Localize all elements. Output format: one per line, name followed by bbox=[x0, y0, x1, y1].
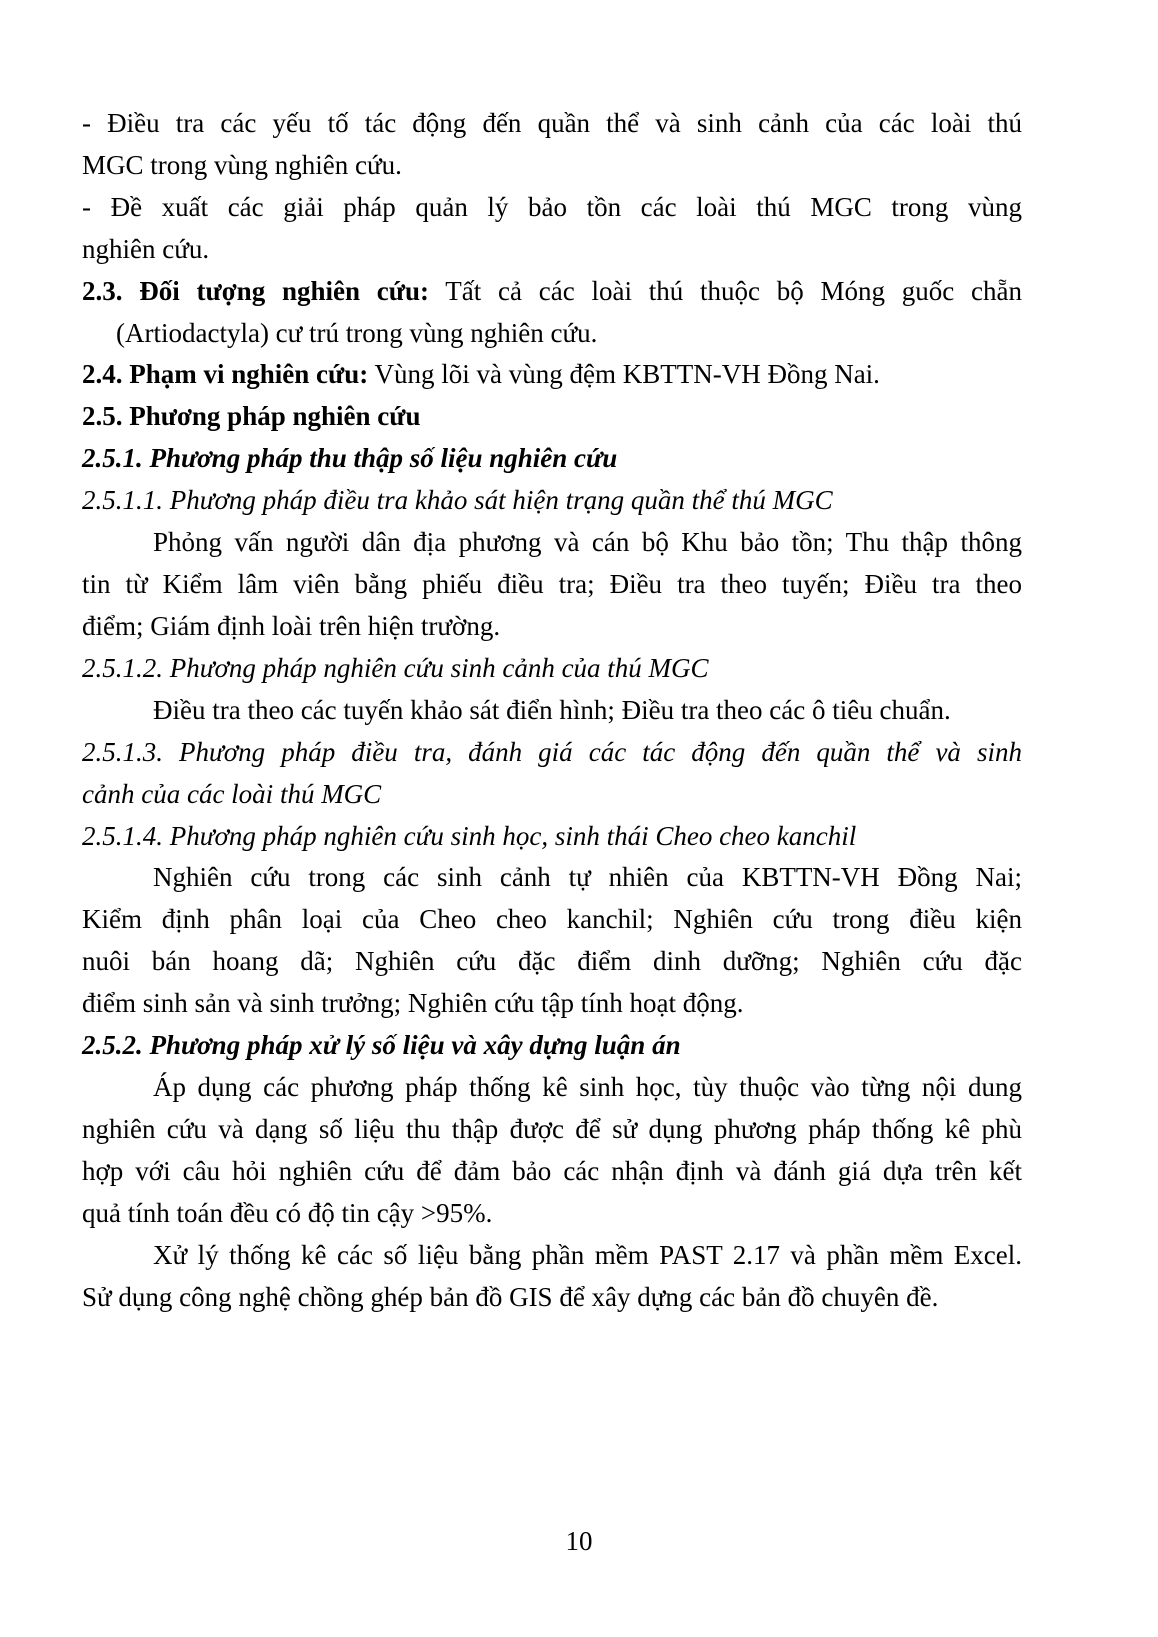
section-2-5-2-heading: 2.5.2. Phương pháp xử lý số liệu và xây dựng luận án bbox=[82, 1030, 681, 1060]
section-2-4-heading: 2.4. Phạm vi nghiên cứu: bbox=[82, 359, 369, 389]
section-2-5-1-3-heading-2: cảnh của các loài thú MGC bbox=[82, 779, 382, 809]
section-2-3-text-2: (Artiodactyla) cư trú trong vùng nghiên cứu. bbox=[116, 318, 598, 348]
section-2-5-2-p2-line-2: Sử dụng công nghệ chồng ghép bản đồ GIS để xây dựng các bản đồ chuyên đề. bbox=[82, 1282, 939, 1312]
section-2-3-line-1 bbox=[82, 274, 1022, 308]
section-2-5-1-2-line-1: Điều tra theo các tuyến khảo sát điển hình; Điều tra theo các ô tiêu chuẩn. bbox=[153, 695, 951, 725]
section-2-5-2-p1-line-2: nghiên cứu và dạng số liệu thu thập được để sử dụng phương pháp thống kê phù bbox=[82, 1114, 1022, 1144]
section-2-5-1-1-heading: 2.5.1.1. Phương pháp điều tra khảo sát hiện trạng quần thể thú MGC bbox=[82, 485, 833, 515]
section-2-5-2-p1-line-4: quả tính toán đều có độ tin cậy >95%. bbox=[82, 1198, 493, 1228]
section-2-5-2-p2-line-1: Xử lý thống kê các số liệu bằng phần mềm PAST 2.17 và phần mềm Excel. bbox=[153, 1240, 1022, 1270]
section-2-5-1-3-heading-1: 2.5.1.3. Phương pháp điều tra, đánh giá các tác động đến quần thể và sinh bbox=[82, 737, 1022, 767]
section-2-5-1-4-line-1: Nghiên cứu trong các sinh cảnh tự nhiên của KBTTN-VH Đồng Nai; bbox=[153, 862, 1022, 892]
bullet-1-line-2: MGC trong vùng nghiên cứu. bbox=[82, 150, 402, 180]
section-2-4-line bbox=[82, 357, 1022, 391]
section-2-5-1-1-line-3: điểm; Giám định loài trên hiện trường. bbox=[82, 611, 501, 641]
bullet-1-line-1: - Điều tra các yếu tố tác động đến quần thể và sinh cảnh của các loài thú bbox=[82, 108, 1022, 138]
section-2-4-text: Vùng lõi và vùng đệm KBTTN-VH Đồng Nai. bbox=[368, 359, 880, 389]
section-2-5-2-p1-line-3: hợp với câu hỏi nghiên cứu để đảm bảo các nhận định và đánh giá dựa trên kết bbox=[82, 1156, 1022, 1186]
section-2-5-2-p1-line-1: Áp dụng các phương pháp thống kê sinh học, tùy thuộc vào từng nội dung bbox=[153, 1072, 1022, 1102]
section-2-3-text-1: Tất cả các loài thú thuộc bộ Móng guốc chẵn bbox=[428, 276, 1023, 306]
section-2-3-heading: 2.3. Đối tượng nghiên cứu: bbox=[82, 276, 429, 306]
section-2-5-1-4-line-2: Kiểm định phân loại của Cheo cheo kanchil; Nghiên cứu trong điều kiện bbox=[82, 904, 1022, 934]
section-2-5-1-2-heading: 2.5.1.2. Phương pháp nghiên cứu sinh cảnh của thú MGC bbox=[82, 653, 709, 683]
section-2-5-1-4-line-3: nuôi bán hoang dã; Nghiên cứu đặc điểm dinh dưỡng; Nghiên cứu đặc bbox=[82, 946, 1022, 976]
section-2-5-heading: 2.5. Phương pháp nghiên cứu bbox=[82, 401, 421, 431]
section-2-5-1-4-heading: 2.5.1.4. Phương pháp nghiên cứu sinh học, sinh thái Cheo cheo kanchil bbox=[82, 821, 857, 851]
section-2-5-1-heading: 2.5.1. Phương pháp thu thập số liệu nghiên cứu bbox=[82, 443, 618, 473]
section-2-5-1-1-line-1: Phỏng vấn người dân địa phương và cán bộ Khu bảo tồn; Thu thập thông bbox=[153, 527, 1022, 557]
bullet-2-line-2: nghiên cứu. bbox=[82, 234, 210, 264]
section-2-5-1-4-line-4: điểm sinh sản và sinh trưởng; Nghiên cứu tập tính hoạt động. bbox=[82, 988, 744, 1018]
page-number: 10 bbox=[565, 1526, 593, 1556]
bullet-2-line-1: - Đề xuất các giải pháp quản lý bảo tồn các loài thú MGC trong vùng bbox=[82, 192, 1022, 222]
section-2-5-1-1-line-2: tin từ Kiểm lâm viên bằng phiếu điều tra; Điều tra theo tuyến; Điều tra theo bbox=[82, 569, 1022, 599]
